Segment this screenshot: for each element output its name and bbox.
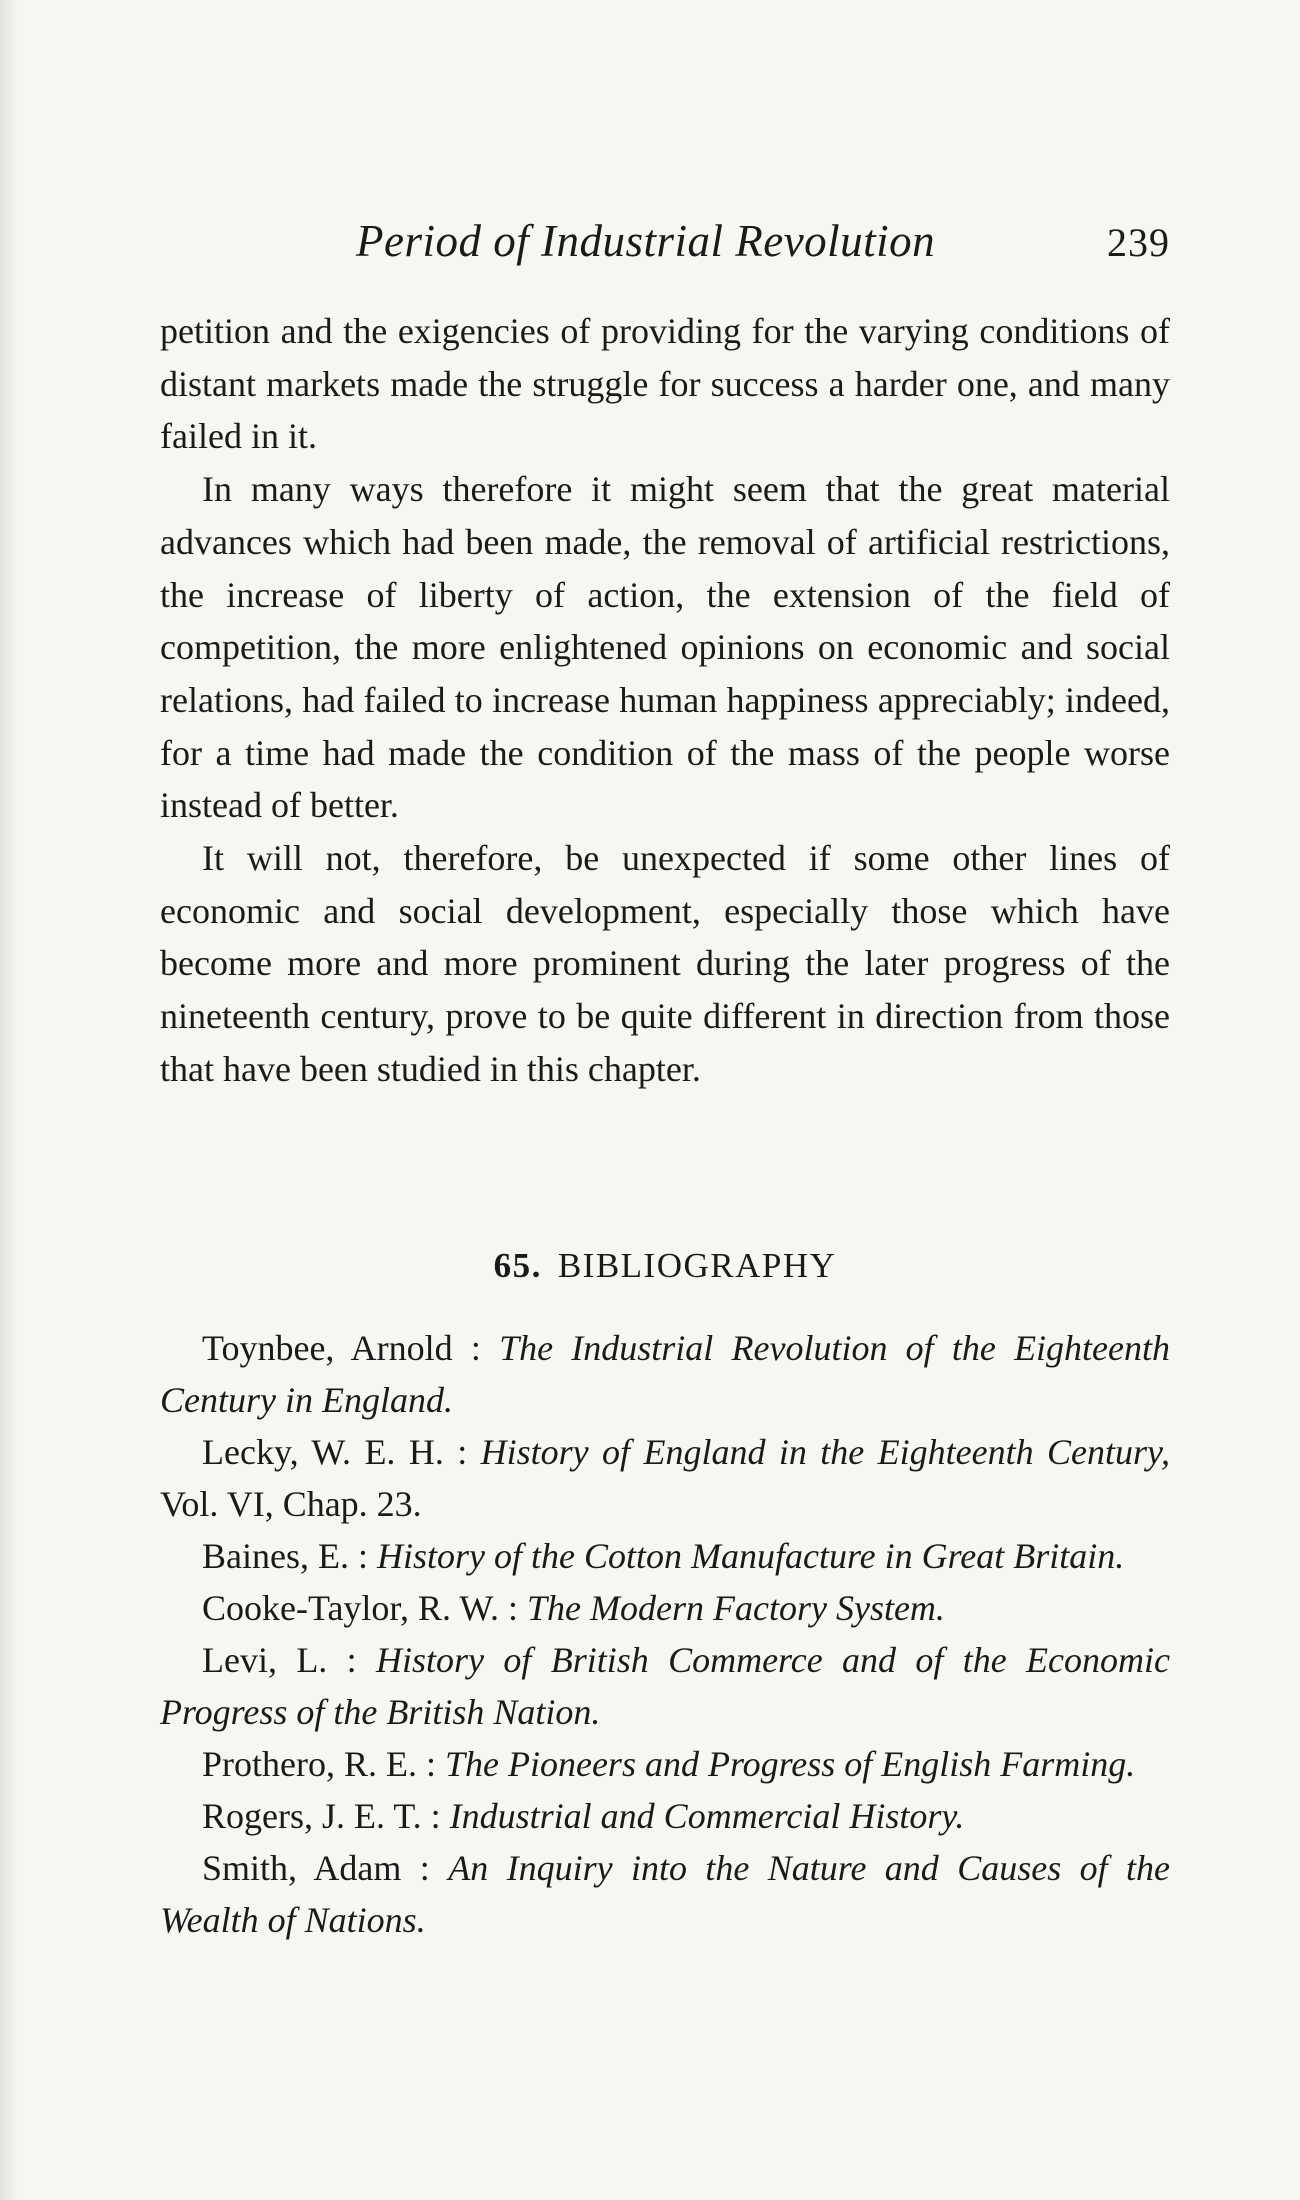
bib-title: History of the Cotton Manufacture in Great Britain. (376, 1536, 1125, 1576)
paragraph-continuation: petition and the exigencies of providing for the varying conditions of distant markets made the struggle for success a harder one, and many failed in it. (160, 311, 1170, 457)
bib-author: Rogers, J. E. T. : (202, 1796, 441, 1836)
bibliography-entry (160, 1790, 1170, 1842)
paragraph: It will not, therefore, be unexpected if some other lines of economic and social development, especially those which have become more and more prominent during the later progress of the nineteenth century, prove to be quite different in direction from those that have been studied in this chapter. (160, 838, 1170, 1089)
bib-title: History of British Commerce and of the Economic Progress of the British Nation. (160, 1640, 1170, 1732)
bibliography-entry (160, 1634, 1170, 1738)
bib-title: The Industrial Revolution of the Eighteenth Century in England. (160, 1328, 1171, 1420)
body-text (160, 305, 1170, 1096)
bib-details: Vol. VI, Chap. 23. (160, 1484, 422, 1524)
bib-author: Levi, L. : (202, 1640, 357, 1680)
running-title: Period of Industrial Revolution (356, 216, 936, 266)
bib-title: Industrial and Commercial History. (449, 1796, 965, 1836)
paragraph: In many ways therefore it might seem that the great material advances which had been made, the removal of artificial restrictions, the increase of liberty of action, the extension of the field of competition, the more enlightened opinions on economic and social relations, had failed to increase human happiness appreciably; indeed, for a time had made the condition of the mass of the people worse instead of better. (160, 469, 1170, 826)
bib-title: An Inquiry into the Nature and Causes of the Wealth of Nations. (160, 1848, 1170, 1940)
section-title: BIBLIOGRAPHY (557, 1246, 837, 1285)
bib-author: Smith, Adam : (202, 1848, 430, 1888)
bibliography-entry (160, 1530, 1170, 1582)
bib-author: Cooke-Taylor, R. W. : (202, 1588, 519, 1628)
section-number: 65. (493, 1246, 542, 1285)
bibliography-entry (160, 1738, 1170, 1790)
page-number: 239 (1107, 220, 1170, 265)
section-heading (160, 1246, 1170, 1286)
bibliography-entry (160, 1582, 1170, 1634)
bibliography-entry (160, 1322, 1170, 1426)
bibliography-entry (160, 1842, 1170, 1946)
page-edge (0, 0, 18, 2200)
bib-title: History of England in the Eighteenth Century, (480, 1432, 1171, 1472)
bib-author: Baines, E. : (202, 1536, 368, 1576)
bib-title: The Modern Factory System. (527, 1588, 945, 1628)
bib-author: Toynbee, Arnold : (202, 1328, 481, 1368)
bib-author: Prothero, R. E. : (202, 1744, 436, 1784)
bibliography-entry (160, 1426, 1170, 1530)
running-head (160, 215, 1170, 275)
bib-author: Lecky, W. E. H. : (202, 1432, 468, 1472)
bib-title: The Pioneers and Progress of English Farming. (444, 1744, 1136, 1784)
bibliography-list (160, 1322, 1170, 1946)
